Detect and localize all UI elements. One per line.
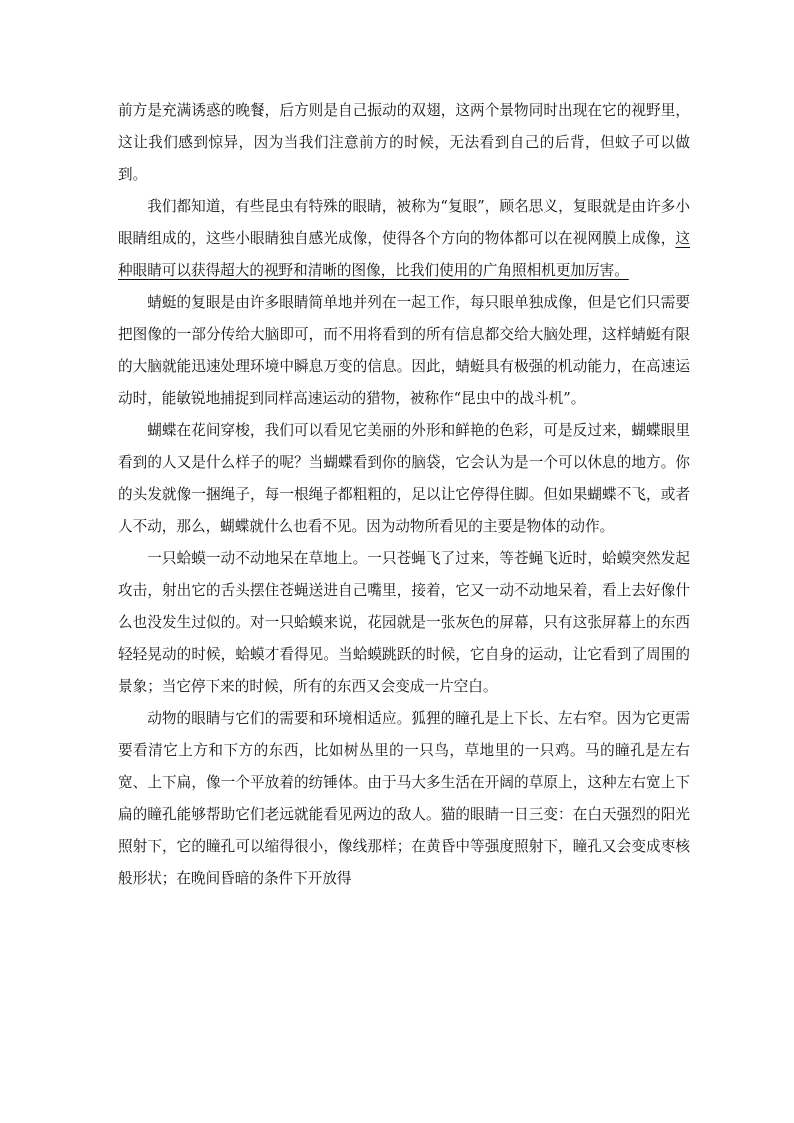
paragraph-4 [118, 415, 690, 543]
paragraph-5 [118, 543, 690, 703]
paragraph-1 [118, 95, 690, 191]
paragraph-2 [118, 191, 690, 287]
paragraph-3 [118, 287, 690, 415]
paragraph-6 [118, 703, 690, 895]
paragraph-text: 动物的眼睛与它们的需要和环境相适应。狐狸的瞳孔是上下长、左右窄。因为它更需要看清它上方和下方的东西，比如树丛里的一只鸟，草地里的一只鸡。马的瞳孔是左右宽、上下扁，像一个平放着的纺锤体。由于马大多生活在开阔的草原上，这种左右宽上下扁的瞳孔能够帮助它们老远就能看见两边的敌人。猫的眼睛一日三变：在白天强烈的阳光照射下，它的瞳孔可以缩得很小，像线那样；在黄昏中等强度照射下，瞳孔又会变成枣核般形状；在晚间昏暗的条件下开放得 [118, 710, 690, 887]
paragraph-text: 蝴蝶在花间穿梭，我们可以看见它美丽的外形和鲜艳的色彩，可是反过来，蝴蝶眼里看到的人又是什么样子的呢？当蝴蝶看到你的脑袋，它会认为是一个可以休息的地方。你的头发就像一捆绳子，每一根绳子都粗粗的，足以让它停得住脚。但如果蝴蝶不飞，或者人不动，那么，蝴蝶就什么也看不见。因为动物所看见的主要是物体的动作。 [118, 422, 690, 535]
paragraph-text: 前方是充满诱惑的晚餐，后方则是自己振动的双翅，这两个景物同时出现在它的视野里，这让我们感到惊异，因为当我们注意前方的时候，无法看到自己的后背，但蚊子可以做到。 [118, 102, 690, 183]
paragraph-text: 一只蛤蟆一动不动地呆在草地上。一只苍蝇飞了过来，等苍蝇飞近时，蛤蟆突然发起攻击，射出它的舌头摆住苍蝇送进自己嘴里，接着，它又一动不动地呆着，看上去好像什么也没发生过似的。对一只蛤蟆来说，花园就是一张灰色的屏幕，只有这张屏幕上的东西轻轻晃动的时候，蛤蟆才看得见。当蛤蟆跳跃的时候，它自身的运动，让它看到了周围的景象；当它停下来的时候，所有的东西又会变成一片空白。 [118, 550, 690, 695]
underlined-sentence: 这种眼睛可以获得超大的视野和清晰的图像，比我们使用的广角照相机更加厉害。 [118, 230, 690, 279]
paragraph-text: 我们都知道，有些昆虫有特殊的眼睛，被称为“复眼”，顾名思义，复眼就是由许多小眼睛组成的，这些小眼睛独自感光成像，使得各个方向的物体都可以在视网膜上成像， [118, 198, 690, 247]
document-page [118, 95, 690, 895]
paragraph-text: 蜻蜓的复眼是由许多眼睛简单地并列在一起工作，每只眼单独成像，但是它们只需要把图像的一部分传给大脑即可，而不用将看到的所有信息都交给大脑处理，这样蜻蜓有限的大脑就能迅速处理环境中瞬息万变的信息。因此，蜻蜓具有极强的机动能力，在高速运动时，能敏锐地捕捉到同样高速运动的猎物，被称作“昆虫中的战斗机”。 [118, 294, 690, 407]
